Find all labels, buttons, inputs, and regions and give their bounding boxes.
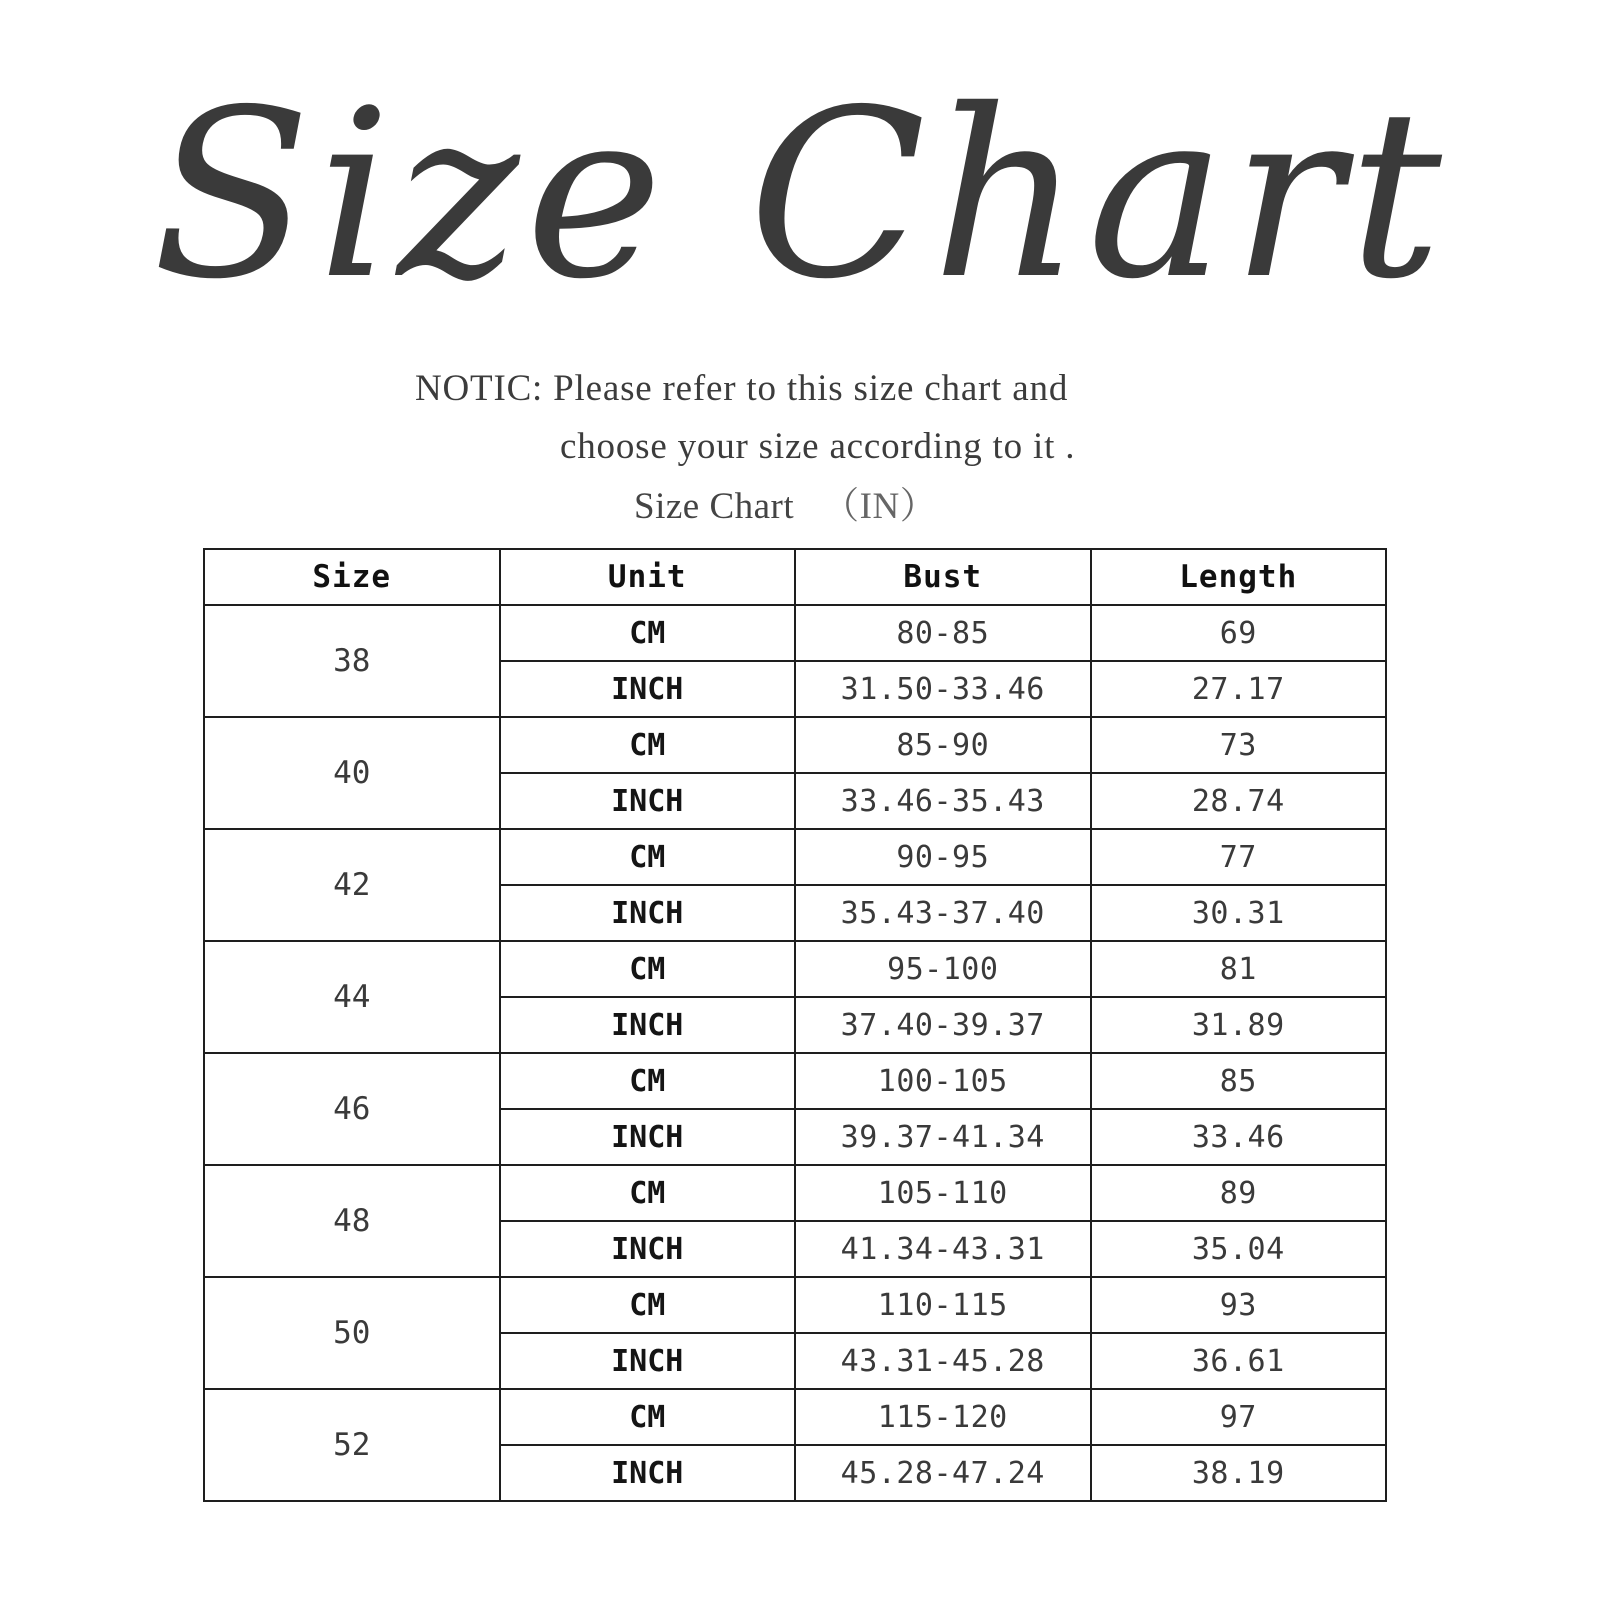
notice-line-2: choose your size according to it . xyxy=(560,426,1076,467)
table-row xyxy=(204,1389,1386,1445)
subtitle-unit: （IN） xyxy=(822,486,938,527)
subtitle-text: Size Chart xyxy=(634,486,795,527)
unit-cell: CM xyxy=(500,1277,796,1333)
bust-cell: 95-100 xyxy=(795,941,1091,997)
size-cell: 42 xyxy=(204,829,500,941)
length-cell: 33.46 xyxy=(1091,1109,1387,1165)
unit-cell: INCH xyxy=(500,661,796,717)
unit-cell: CM xyxy=(500,1165,796,1221)
bust-cell: 110-115 xyxy=(795,1277,1091,1333)
unit-cell: CM xyxy=(500,605,796,661)
unit-cell: CM xyxy=(500,717,796,773)
bust-cell: 105-110 xyxy=(795,1165,1091,1221)
table-row xyxy=(204,1165,1386,1221)
size-cell: 46 xyxy=(204,1053,500,1165)
bust-cell: 85-90 xyxy=(795,717,1091,773)
header-size: Size xyxy=(204,549,500,605)
bust-cell: 35.43-37.40 xyxy=(795,885,1091,941)
header-length: Length xyxy=(1091,549,1387,605)
header-unit: Unit xyxy=(500,549,796,605)
table-row xyxy=(204,1277,1386,1333)
length-cell: 30.31 xyxy=(1091,885,1387,941)
size-cell: 44 xyxy=(204,941,500,1053)
unit-cell: INCH xyxy=(500,885,796,941)
header-bust: Bust xyxy=(795,549,1091,605)
table-subtitle xyxy=(634,484,937,530)
bust-cell: 31.50-33.46 xyxy=(795,661,1091,717)
unit-cell: INCH xyxy=(500,1109,796,1165)
bust-cell: 41.34-43.31 xyxy=(795,1221,1091,1277)
unit-cell: CM xyxy=(500,829,796,885)
length-cell: 77 xyxy=(1091,829,1387,885)
table-row xyxy=(204,1053,1386,1109)
bust-cell: 100-105 xyxy=(795,1053,1091,1109)
length-cell: 27.17 xyxy=(1091,661,1387,717)
bust-cell: 39.37-41.34 xyxy=(795,1109,1091,1165)
bust-cell: 80-85 xyxy=(795,605,1091,661)
unit-cell: CM xyxy=(500,941,796,997)
size-cell: 50 xyxy=(204,1277,500,1389)
notice-line-1: NOTIC: Please refer to this size chart and xyxy=(415,368,1069,409)
length-cell: 73 xyxy=(1091,717,1387,773)
unit-cell: CM xyxy=(500,1053,796,1109)
table-row xyxy=(204,829,1386,885)
bust-cell: 43.31-45.28 xyxy=(795,1333,1091,1389)
size-cell: 38 xyxy=(204,605,500,717)
unit-cell: INCH xyxy=(500,1333,796,1389)
length-cell: 35.04 xyxy=(1091,1221,1387,1277)
table-row xyxy=(204,941,1386,997)
unit-cell: INCH xyxy=(500,1445,796,1501)
size-cell: 40 xyxy=(204,717,500,829)
length-cell: 93 xyxy=(1091,1277,1387,1333)
bust-cell: 115-120 xyxy=(795,1389,1091,1445)
length-cell: 28.74 xyxy=(1091,773,1387,829)
unit-cell: INCH xyxy=(500,997,796,1053)
length-cell: 38.19 xyxy=(1091,1445,1387,1501)
length-cell: 69 xyxy=(1091,605,1387,661)
size-cell: 48 xyxy=(204,1165,500,1277)
unit-cell: INCH xyxy=(500,773,796,829)
length-cell: 85 xyxy=(1091,1053,1387,1109)
length-cell: 97 xyxy=(1091,1389,1387,1445)
length-cell: 36.61 xyxy=(1091,1333,1387,1389)
table-row xyxy=(204,717,1386,773)
bust-cell: 33.46-35.43 xyxy=(795,773,1091,829)
table-row xyxy=(204,605,1386,661)
unit-cell: CM xyxy=(500,1389,796,1445)
bust-cell: 90-95 xyxy=(795,829,1091,885)
table-header-row xyxy=(204,549,1386,605)
bust-cell: 45.28-47.24 xyxy=(795,1445,1091,1501)
length-cell: 89 xyxy=(1091,1165,1387,1221)
size-table xyxy=(203,548,1387,1502)
length-cell: 31.89 xyxy=(1091,997,1387,1053)
bust-cell: 37.40-39.37 xyxy=(795,997,1091,1053)
page-title: Size Chart xyxy=(152,60,1448,330)
length-cell: 81 xyxy=(1091,941,1387,997)
size-cell: 52 xyxy=(204,1389,500,1501)
unit-cell: INCH xyxy=(500,1221,796,1277)
